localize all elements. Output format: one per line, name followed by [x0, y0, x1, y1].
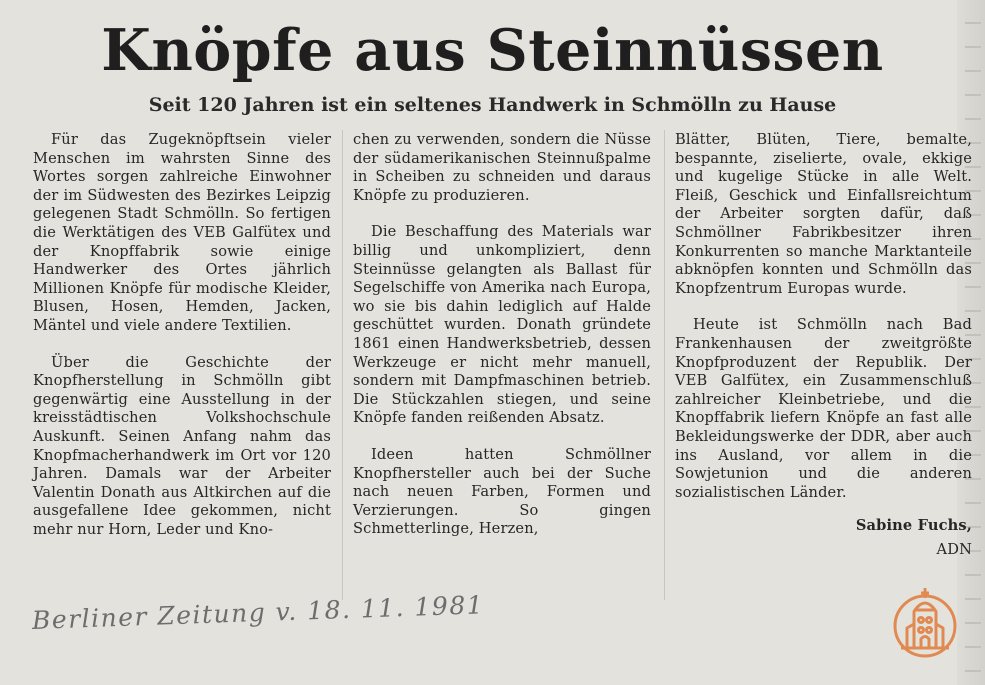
paragraph: Die Beschaffung des Materials war billig und unkompliziert, denn Steinnüsse gelangten als Ballast für Segelschiffe von Amerika nach Europa, wo sie bis dahin lediglich auf Halde geschüttet wurden. Donath gründete 1861 einen Handwerksbetrieb, dessen Werkzeuge er nicht mehr manuell, sondern mit Dampfmaschinen betrieb. Die Stückzahlen stiegen, und seine Knöpfe fanden reißenden Absatz. [353, 223, 651, 427]
paragraph: Über die Geschichte der Knopfherstellung in Schmölln gibt gegenwärtig eine Ausstellung in der kreisstädtischen Volkshochschule Auskunft. Seinen Anfang nahm das Knopfmacherhandwerk im Ort vor 120 Jahren. Damals war der Arbeiter Valentin Donath aus Altkirchen auf die ausgefallene Idee gekommen, nicht mehr nur Horn, Leder und Kno- [33, 353, 331, 538]
paragraph: chen zu verwenden, sondern die Nüsse der südamerikanischen Steinnußpalme in Scheiben zu schneiden und daraus Knöpfe zu produzieren. [353, 131, 651, 204]
byline-agency: ADN [936, 541, 972, 559]
paragraph: Blätter, Blüten, Tiere, bemalte, bespannte, ziselierte, ovale, ekkige und kugelige Stücke in alle Welt. Fleiß, Geschick und Einfallsreichtum der Arbeiter sorgten dafür, daß Schmöllner Fabrikbesitzer ihren Konkurrenten so manche Marktanteile abknöpfen konnten und Schmölln das Knopfzentrum Europas wurde. [675, 131, 972, 297]
byline-author: Sabine Fuchs, [855, 517, 972, 535]
article-headline: Knöpfe aus Steinnüssen [101, 17, 884, 84]
article-subheadline: Seit 120 Jahren ist ein seltenes Handwerk in Schmölln zu Hause [148, 94, 837, 116]
church-tower-stamp-icon [885, 584, 965, 664]
paragraph: Ideen hatten Schmöllner Knopfhersteller auch bei der Suche nach neuen Farben, Formen und Verzierungen. So gingen Schmetterlinge, Herzen, [353, 445, 651, 538]
article-column-2 [353, 131, 651, 539]
column-divider [664, 130, 665, 600]
article-column-3 [675, 131, 972, 562]
column-divider [342, 130, 343, 600]
article-column-1 [33, 131, 331, 539]
handwritten-source-note: Berliner Zeitung v. 18. 11. 1981 [31, 590, 485, 635]
paragraph: Heute ist Schmölln nach Bad Frankenhausen der zweitgrößte Knopfproduzent der Republik. Der VEB Galfütex, ein Zusammenschluß zahlreicher Kleinbetriebe, und die Knopffabrik liefern Knöpfe an fast alle Bekleidungswerke der DDR, aber auch ins Ausland, vor allem in die Sowjetunion und die anderen sozialistischen Länder. [675, 316, 972, 501]
byline [675, 514, 972, 562]
paragraph: Für das Zugeknöpftsein vieler Menschen im wahrsten Sinne des Wortes sorgen zahlreiche Einwohner der im Südwesten des Bezirkes Leipzig gelegenen Stadt Schmölln. So fertigen die Werktätigen des VEB Galfütex und der Knopffabrik sowie einige Handwerker des Ortes jährlich Millionen Knöpfe für modische Kleider, Blusen, Hosen, Hemden, Jacken, Mäntel und viele andere Textilien. [33, 131, 331, 334]
